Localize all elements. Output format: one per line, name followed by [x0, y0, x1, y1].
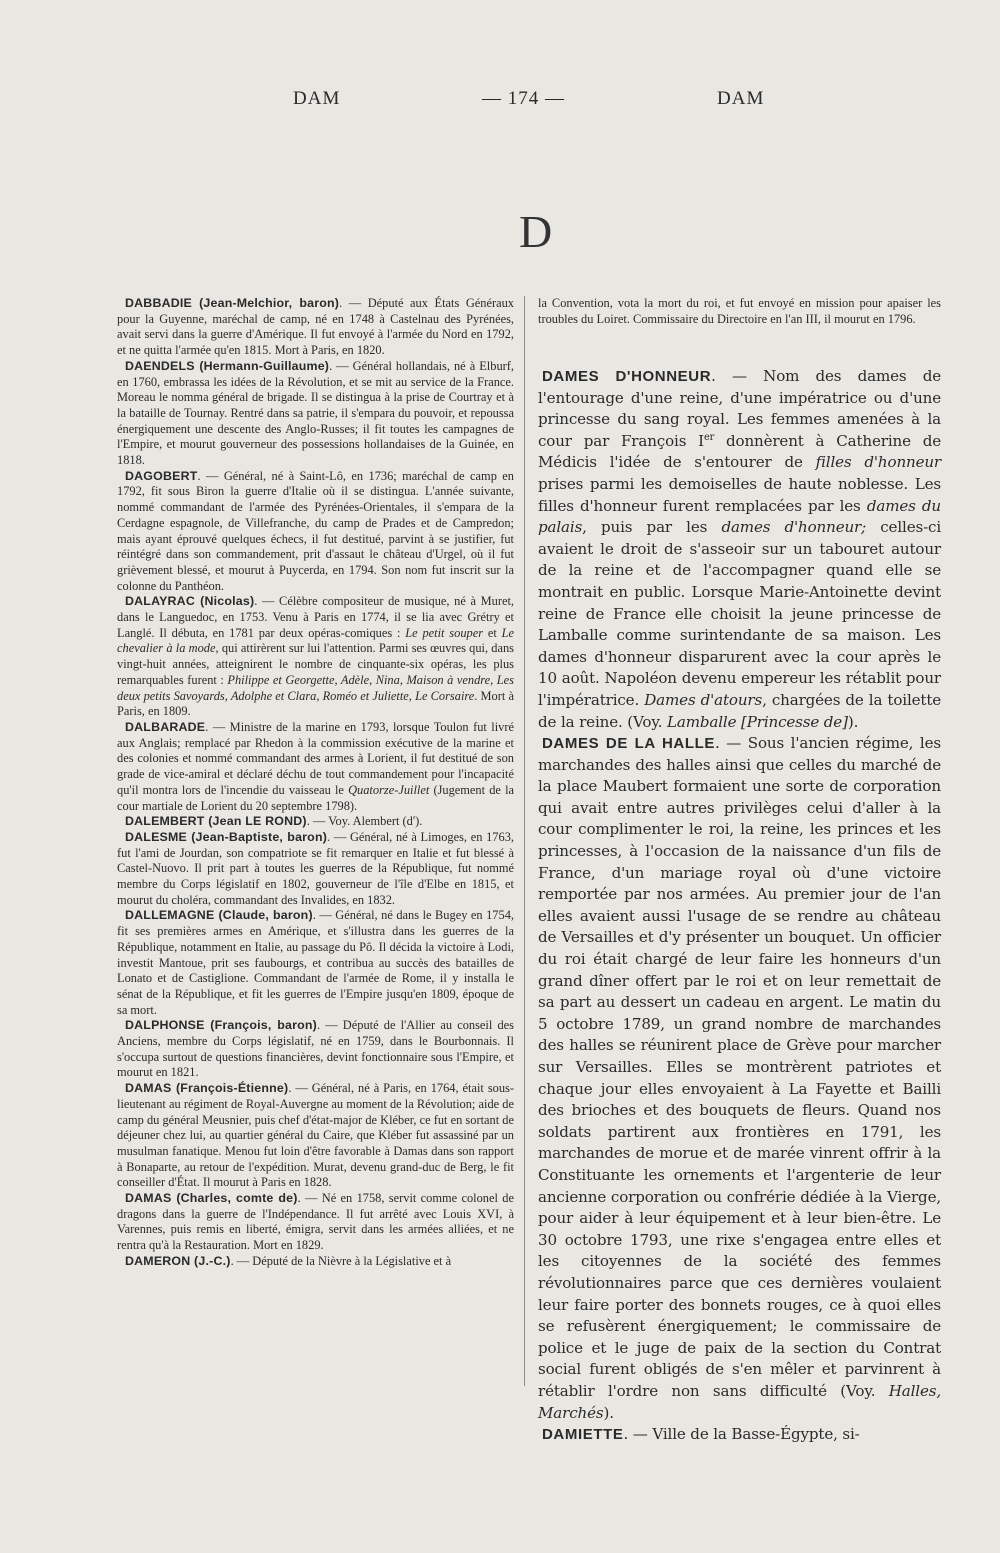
entry-text: prises parmi les demoiselles de haute noblesse. Les filles d'honneur furent remplacées par les	[538, 474, 941, 515]
entry-text: celles-ci avaient le droit de s'asseoir sur un tabouret autour de la reine et de l'accompagner quand elle se montrait en public. Lorsque Marie-Antoinette devint reine de France elle choisit la jeune princesse de Lamballe comme surintendante de sa maison. Les dames d'honneur disparurent avec la cour après le 10 août. Napoléon devenu empereur les rétablit pour l'impératrice.	[538, 518, 942, 709]
entry-dames-halle	[538, 733, 941, 1424]
entry-text: . — Nom des dames de l'entourage d'une reine, d'une impératrice ou d'une princesse du sang royal. Les femmes amenées à la cour par François I	[538, 367, 942, 450]
headword: DAMES DE LA HALLE	[542, 735, 715, 753]
entry-dalayrac	[117, 594, 514, 720]
entry-text: . — Député de l'Allier au conseil des Anciens, membre du Corps législatif, né en 1759, dans le Bourbonnais. Il s'occupa surtout de questions financières, devint fonctionnaire sous l'Empire, et mourut en 1821.	[117, 1018, 514, 1080]
headword: DALESME (Jean-Baptiste, baron)	[125, 829, 328, 844]
entry-text: , qui attirèrent sur lui l'attention. Parmi ses œuvres qui, dans vingt-huit années, atteignirent le nombre de cinquante-six opéras, les plus remarquables furent :	[117, 641, 514, 687]
entry-dalembert	[117, 814, 514, 830]
entry-text: , puis par les	[582, 518, 722, 537]
entry-text: donnèrent à Catherine de Médicis l'idée de s'entourer de	[538, 431, 941, 472]
entry-text: . — Célèbre compositeur de musique, né à Muret, dans le Languedoc, en 1753. Venu à Paris en 1774, il se lia avec Grétry et Langlé. Il débuta, en 1781 par deux opéras-comiques :	[117, 594, 514, 640]
entry-damas-charles	[117, 1191, 514, 1254]
entry-dameron	[117, 1254, 514, 1270]
headword: DAMES D'HONNEUR	[542, 368, 712, 385]
entry-text: . — Député aux États Généraux pour la Guyenne, maréchal de camp, né en 1748 à Castelnau des Pyrénées, avait servi dans la guerre d'Amérique. Il fut envoyé à l'armée du Nord en 1792, et ne quitta l'armée qu'en 1815. Mort à Paris, en 1820.	[117, 296, 514, 358]
entry-text: . — Général, né à Paris, en 1764, était sous-lieutenant au régiment de Royal-Auvergne au moment de la Révolution; aide de camp du général Meusnier, puis chef d'état-major de Kléber, ce fut en sortant de déjeuner chez lui, au quartier général du Caire, que Kléber fut assassiné par un musulman fanatique. Menou fut loin d'être favorable à Damas dans son rapport à Bonaparte, au retour de l'expédition. Murat, devenu grand-duc de Berg, le fit conseiller d'État. Il mourut à Paris en 1828.	[117, 1081, 514, 1190]
italic-term: dames d'honneur;	[721, 518, 867, 537]
entry-text: , chargées de la toilette de la reine. (Voy.	[538, 690, 942, 731]
entry-text: . Mort à Paris, en 1809.	[117, 688, 514, 719]
column-divider	[524, 296, 525, 1386]
entry-text: . — Sous l'ancien régime, les marchandes des halles ainsi que celles du marché de la place Maubert formaient une sorte de corporation qui avait entre autres privilèges celui d'aller à la cour complimenter le roi, la reine, les princes et les princesses, à l'occasion de la naissance d'un fils de France, d'un mariage royal où d'une victoire remportée par nos armées. Au premier jour de l'an elles avaient aussi l'usage de se rendre au château de Versailles et d'y présenter un bouquet. Un officier du roi était chargé de leur faire les honneurs d'un grand dîner offert par le roi et on leur remettait de sa part au dessert un cadeau en argent. Le matin du 5 octobre 1789, un grand nombre de marchandes des halles se réunirent place de Grève pour marcher sur Versailles. Elles se montrèrent patriotes et chaque jour elles envoyaient à La Fayette et Bailli des brioches et des bouquets de fleurs. Quand nos soldats partirent aux frontières en 1791, les marchandes de morue et de marée vinrent offrir à la Constituante les ornements et l'argenterie de leur ancienne corporation ou confrérie dédiée à la Vierge, pour aider à leur équipement et à leur bien-être. Le 30 octobre 1793, une rixe s'engagea entre elles et les citoyennes de la société des femmes révolutionnaires parce que ces dernières voulaient leur faire porter des bonnets rouges, ce à quoi elles se refusèrent énergiquement; le commissaire de police et le juge de paix de la section du Contrat social furent obligés de s'en mêler et parvinrent à rétablir l'ordre non sans difficulté (Voy.	[538, 734, 941, 1400]
entry-text: (Jugement de la cour martiale de Lorient du 20 septembre 1798).	[117, 782, 515, 813]
entry-text: . — Général, né à Limoges, en 1763, fut l'ami de Jourdan, son compatriote se fit remarquer en Italie et fut blessé à Castel-Nuovo. Il prit part à toutes les guerres de la République, fut nommé membre du Corps législatif en 1802, gouverneur de l'île d'Elbe en 1815, et mourut du choléra, commandant des Invalides, en 1832.	[117, 829, 514, 907]
entry-text: . — Général hollandais, né à Elburf, en 1760, embrassa les idées de la Révolution, et se mit au service de la France. Moreau le nomma général de brigade. Il se distingua à la prise de Courtray et à la bataille de Tournay. Rentré dans sa patrie, il s'empara du pouvoir, et repoussa énergiquement une descente des Anglo-Russes; il fit toutes les campagnes de l'Empire, et mourut gouverneur des possessions hollandaises de la Guinée, en 1818.	[117, 358, 514, 468]
entry-text: . — Député de la Nièvre à la Législative et à	[230, 1253, 452, 1268]
entry-text: . — Voy. Alembert (d').	[306, 814, 423, 829]
headword: DAGOBERT	[125, 468, 198, 483]
entry-text: . — Général, né à Saint-Lô, en 1736; maréchal de camp en 1792, fit sous Biron la guerre d'Italie où il se distingua. L'année suivante, nommé commandant de l'armée des Pyrénées-Orientales, il s'empara de la Cerdagne espagnole, de Villefranche, du camp de Prades et de Campredon; mais ayant éprouvé quelques échecs, il fut destitué, parvint à se justifier, fut réintégré dans son commandement, prit d'assaut le château d'Urgel, où il fut grièvement blessé, et mourut à Puycerda, en 1794. Son nom fut inscrit sur la colonne du Panthéon.	[117, 468, 514, 593]
entry-dalesme	[117, 830, 514, 909]
work-titles: Philippe et Georgette, Adèle, Nina, Maison à vendre, Les deux petits Savoyards, Adolphe et Clara, Roméo et Juliette, Le Corsaire	[117, 672, 515, 703]
entry-dalbarade	[117, 720, 514, 814]
entry-text: . — Ministre de la marine en 1793, lorsque Toulon fut livré aux Anglais; remplacé par Rhedon à la commission exécutive de la marine et des colonies et nommé commandant des armes à Lorient, il fut destitué de son grade de vice-amiral et déclaré déchu de tout commandement pour l'incapacité qu'il montra lors de l'incendie du vaisseau le	[117, 719, 514, 797]
work-title: Le petit souper	[405, 625, 484, 640]
page-number: — 174 —	[482, 88, 565, 109]
headword: DABBADIE (Jean-Melchior, baron)	[125, 296, 340, 310]
italic-term: dames du palais	[538, 496, 941, 537]
section-letter: D	[519, 206, 553, 257]
right-column	[538, 366, 941, 1446]
headword: DALBARADE	[125, 719, 206, 734]
headword: DAMAS (Charles, comte de)	[125, 1191, 298, 1206]
left-column	[117, 296, 514, 1270]
entry-text: et	[483, 625, 502, 640]
entry-text: . — Général, né dans le Bugey en 1754, fit ses premières armes en Amérique, et s'illustra dans les guerres de la République, notamment en Italie, au passage du Pô. Il décida la victoire à Lodi, investit Mantoue, prit ses faubourgs, et contribua au succès des batailles de Lonato et de Castiglione. Commandant de l'armée de Rome, il y installa le sénat de la République, et fit les guerres de l'Empire jusqu'en 1809, époque de sa mort.	[117, 908, 514, 1017]
cross-reference: Lamballe [Princesse de]	[667, 712, 848, 731]
cross-reference: Halles, Marchés	[538, 1381, 941, 1422]
dameron-continuation	[538, 296, 941, 327]
running-head	[0, 88, 1000, 118]
entry-dalphonse	[117, 1018, 514, 1081]
entry-text: . — Ville de la Basse-Égypte, si-	[623, 1425, 860, 1444]
entry-dallemagne	[117, 908, 514, 1018]
continuation-text: la Convention, vota la mort du roi, et fut envoyé en mission pour apaiser les troubles du Loiret. Commissaire du Directoire en l'an III, il mourut en 1796.	[538, 296, 941, 326]
headword: DALAYRAC (Nicolas)	[125, 594, 255, 609]
superscript: er	[703, 431, 715, 443]
entry-damiette	[538, 1424, 941, 1446]
entry-text: ).	[847, 712, 859, 731]
entry-dabbadie	[117, 296, 514, 359]
header-right-word: DAM	[717, 88, 765, 109]
ship-name: Quatorze-Juillet	[348, 782, 430, 797]
entry-dames-honneur	[538, 366, 941, 733]
headword: DAMIETTE	[542, 1426, 624, 1444]
italic-term: Dames d'atours	[644, 690, 763, 709]
headword: DALLEMAGNE (Claude, baron)	[125, 908, 313, 923]
headword: DALEMBERT (Jean LE ROND)	[125, 814, 307, 829]
italic-term: filles d'honneur	[815, 453, 941, 472]
entry-damas-francois	[117, 1081, 514, 1191]
work-title: Le chevalier à la mode	[117, 625, 514, 656]
headword: DALPHONSE (François, baron)	[125, 1018, 317, 1033]
headword: DAENDELS (Hermann-Guillaume)	[125, 358, 330, 373]
headword: DAMAS (François-Étienne)	[125, 1081, 289, 1096]
headword: DAMERON (J.-C.)	[125, 1253, 231, 1268]
entry-dagobert	[117, 469, 514, 595]
header-left-word: DAM	[293, 88, 341, 109]
entry-daendels	[117, 359, 514, 469]
entry-text: . — Né en 1758, servit comme colonel de dragons dans la guerre de l'Indépendance. Il fut arrêté avec Louis XVI, à Varennes, puis remis en liberté, émigra, servit dans les armées alliées, et ne rentra qu'à la Restauration. Mort en 1829.	[117, 1191, 514, 1253]
entry-text: ).	[603, 1403, 614, 1422]
